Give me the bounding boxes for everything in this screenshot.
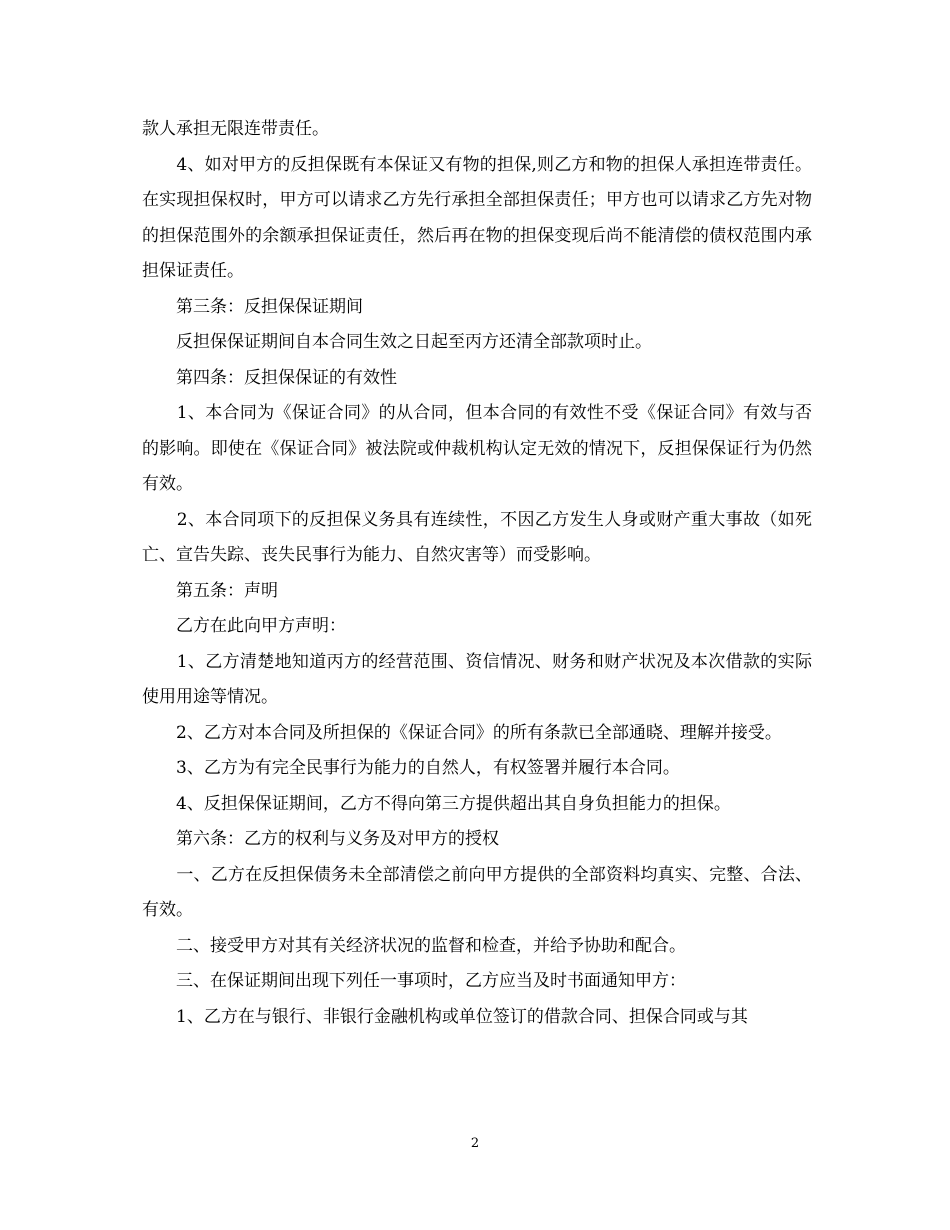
paragraph: 一、乙方在反担保债务未全部清偿之前向甲方提供的全部资料均真实、完整、合法、有效。 bbox=[142, 864, 812, 920]
section-heading: 第五条：声明 bbox=[142, 580, 278, 601]
paragraph: 4、反担保保证期间，乙方不得向第三方提供超出其自身负担能力的担保。 bbox=[142, 793, 731, 814]
document-body bbox=[142, 112, 812, 1035]
section-heading: 第六条：乙方的权利与义务及对甲方的授权 bbox=[142, 829, 499, 849]
paragraph: 1、乙方在与银行、非银行金融机构或单位签订的借款合同、担保合同或与其 bbox=[142, 1006, 748, 1027]
paragraph: 1、本合同为《保证合同》的从合同，但本合同的有效性不受《保证合同》有效与否的影响。即使在《保证合同》被法院或仲裁机构认定无效的情况下，反担保保证行为仍然有效。 bbox=[142, 403, 812, 494]
paragraph: 反担保保证期间自本合同生效之日起至丙方还清全部款项时止。 bbox=[142, 332, 652, 352]
paragraph: 2、乙方对本合同及所担保的《保证合同》的所有条款已全部通晓、理解并接受。 bbox=[142, 722, 782, 743]
section-heading: 第三条：反担保保证期间 bbox=[142, 296, 363, 317]
paragraph: 3、乙方为有完全民事行为能力的自然人，有权签署并履行本合同。 bbox=[142, 758, 680, 778]
paragraph: 二、接受甲方对其有关经济状况的监督和检查，并给予协助和配合。 bbox=[142, 935, 686, 956]
paragraph: 4、如对甲方的反担保既有本保证又有物的担保,则乙方和物的担保人承担连带责任。在实现担保权时，甲方可以请求乙方先行承担全部担保责任；甲方也可以请求乙方先对物的担保范围外的余额承担保证责任，然后再在物的担保变现后尚不能清偿的债权范围内承担保证责任。 bbox=[142, 154, 812, 281]
page-number: 2 bbox=[470, 1136, 480, 1151]
paragraph: 款人承担无限连带责任。 bbox=[142, 119, 329, 139]
paragraph: 2、本合同项下的反担保义务具有连续性，不因乙方发生人身或财产重大事故（如死亡、宣告失踪、丧失民事行为能力、自然灾害等）而受影响。 bbox=[142, 509, 812, 565]
paragraph: 三、在保证期间出现下列任一事项时，乙方应当及时书面通知甲方： bbox=[142, 971, 686, 991]
section-heading: 第四条：反担保保证的有效性 bbox=[142, 367, 397, 388]
paragraph: 乙方在此向甲方声明： bbox=[142, 616, 346, 636]
paragraph: 1、乙方清楚地知道丙方的经营范围、资信情况、财务和财产状况及本次借款的实际使用用途等情况。 bbox=[142, 651, 812, 707]
